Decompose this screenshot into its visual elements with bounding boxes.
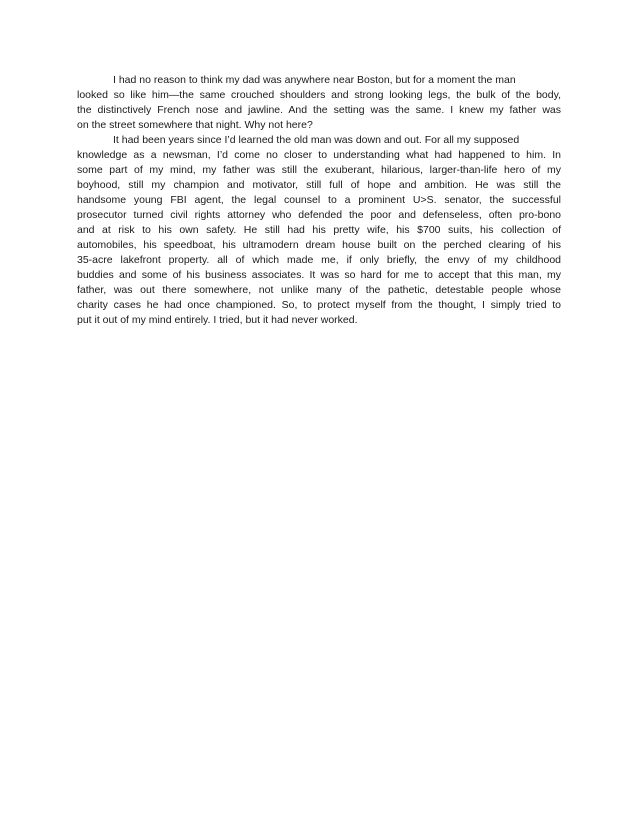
paragraph-1-line-2: looked so like him—the same crouched shoulders and strong looking legs, the bulk of the body, <box>77 89 561 101</box>
paragraph-2-line-10: buddies and some of his business associates. It was so hard for me to accept that this man, my <box>77 269 561 281</box>
paragraph-2-line-13: put it out of my mind entirely. I tried, but it had never worked. <box>77 314 358 326</box>
body-text <box>77 73 561 328</box>
paragraph-2-line-3: some part of my mind, my father was still the exuberant, hilarious, larger-than-life hero of my <box>77 164 561 176</box>
paragraph-2-line-6: prosecutor turned civil rights attorney who defended the poor and defenseless, often pro-bono <box>77 209 561 221</box>
paragraph-1-line-3: the distinctively French nose and jawline. And the setting was the same. I knew my father was <box>77 104 561 116</box>
paragraph-2-line-2: knowledge as a newsman, I’d come no closer to understanding what had happened to him. In <box>77 149 561 161</box>
paragraph-1-line-4: on the street somewhere that night. Why not here? <box>77 119 313 131</box>
paragraph-2-line-9: 35-acre lakefront property. all of which made me, if only briefly, the envy of my childhood <box>77 254 561 266</box>
paragraph-2-line-7: and at risk to his own safety. He still had his pretty wife, his $700 suits, his collection of <box>77 224 561 236</box>
paragraph-2-line-4: boyhood, still my champion and motivator, still full of hope and ambition. He was still the <box>77 179 561 191</box>
paragraph-1-line-1: I had no reason to think my dad was anywhere near Boston, but for a moment the man <box>113 74 516 86</box>
paragraph-2-line-1: It had been years since I’d learned the old man was down and out. For all my supposed <box>113 134 520 146</box>
paragraph-2-line-11: father, was out there somewhere, not unlike many of the pathetic, detestable people whose <box>77 284 561 296</box>
paragraph-2-line-5: handsome young FBI agent, the legal counsel to a prominent U>S. senator, the successful <box>77 194 561 206</box>
paragraph-2-line-12: charity cases he had once championed. So, to protect myself from the thought, I simply tried to <box>77 299 561 311</box>
paragraph-2-line-8: automobiles, his speedboat, his ultramodern dream house built on the perched clearing of his <box>77 239 561 251</box>
